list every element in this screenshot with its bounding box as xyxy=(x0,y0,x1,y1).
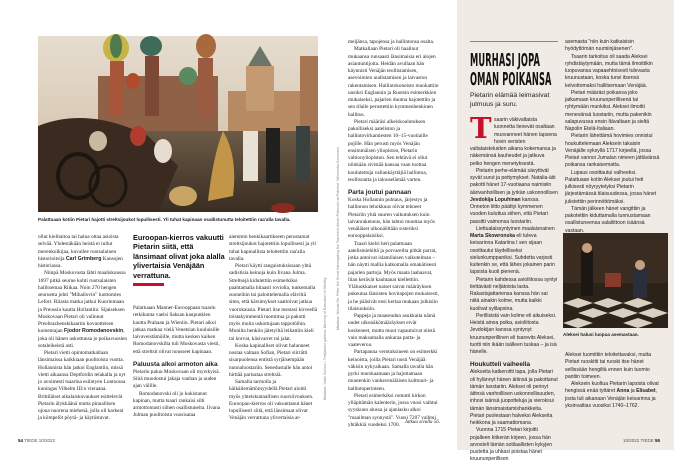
sidebar-column-1 xyxy=(470,111,558,463)
article-column-3 xyxy=(229,234,318,422)
text-run: Tsaari kielsi heti palattuaan aatelismiehiltä ja porvareilta pitkät parrat, jotka antoivat islamilaisen vaikutelman – hän näytti mallia katkomalla omakätisesti pajarien partoja. Myös maata laahaavat, liian kerävät kauhtanat kiellettiin. Yläluokkaiset naiset saivat määräyksen pukeutua länsisten hovitapojen mukaisesti, ja he pääsivät ensi kertaa mukaan julkisiin tilaisuuksiin. xyxy=(348,240,439,312)
text-run: Perillisistä vain kolme eli aikuiseksi. Heistä ainoa poika, avioliitosta Jevdokijan kanssa syntynyt kruununperillinen eli tsarevits Aleksei, tuotti niin ikään isälleen tuskaa – ja isä hänelle. xyxy=(470,312,557,355)
heading-line: MURHASI JOPA xyxy=(470,50,541,71)
text-run: Pietari määräsi alkeiskoulutuksen pakolliseksi aateliston ja hallintovirkamiesten 10–15-vuotiaille pojille. Hän perusti myös Venäjän ensimmäisen yliopiston, Pietarin valtionyliopiston. Sen tehtävä ei ollut niinkään sivistää kansaa vaan tuottaa koulutettuja vallankäyttäjiä hallintoa, teollisuutta ja talouselämää varten. xyxy=(348,118,428,183)
paragraph xyxy=(470,277,558,313)
paragraph xyxy=(348,313,440,349)
paragraph xyxy=(565,352,660,381)
magazine-issue: 10/2022 TIEDE xyxy=(623,438,654,443)
text-run: , josta tuli aikanaan Venäjän keisarinna ja yksinvaltias vuosiksi 1740–1762. xyxy=(565,388,658,409)
text-run: Pappeja ja maaseudun asukkaita nämä uudet ulkonäkömääräykset eivät koskeneet, mutta muut vapautuivat niistä vain maksamalla ankaraa parta- ja vaateveroa. xyxy=(348,313,436,348)
text-run: Koska Hollannin puhtaus, järjestys ja hallinnon tehokkuus olivat tehneet Pietariin yhtä suuren vaikutuksen kuin laivanrakennus, hän tahtoi muuttaa myös venäläiset ulkonäöltään sisteriksi eurooppalaisiksi. xyxy=(348,197,435,240)
text-run: eli tuleva keisarinna Katariina I sen sijaan osoittautui täydelliseksi sielunkumppaniksi. Suhdetta varjosti kuitenkin se, että lähes jokainen parin lapsista kuoli pienenä. xyxy=(470,233,555,276)
text-run: Aleksei tuomittiin teloitettavaksi, mutta Pietari ruoskitti tai ruoski itse hänet sellissään hengiltä ennen kuin tuomio pantiin toimeen. xyxy=(565,352,652,380)
text-run: , joka oli hänen uskottunsa jo poikavuosien sotaleikeistä asti. xyxy=(38,328,128,349)
text-run: kanssa. Onneton liitto päättyi kymmenen vuoden kuluttua siihen, että Pietari passitti vaimonsa luostariin. xyxy=(470,196,548,225)
paragraph xyxy=(470,226,558,277)
sidebar-column-2 xyxy=(565,39,660,234)
text-run: Vuonna 1715 Pietari kirjoitti pojalleen kitkerän kirjeen, jossa hän arvosteli tämän sotilaallisten kykyjen puutetta ja uhkasi poistaa hänet kruununperillisen xyxy=(470,427,553,463)
pull-quote-accent-bar xyxy=(133,283,164,286)
section-subheading: Paluusta alkoi armoton aika xyxy=(133,360,218,368)
heading-line: OMAN POIKANSA xyxy=(470,69,552,90)
paragraph xyxy=(38,350,127,423)
text-run: Matkallaan Pietari oli haalinut mukaansa runsaasti länsimaisia eri alojen asiantuntijoita. Heidän avullaan hän käynnisti Venäjän teollistamisen, asevoimien uudistamisen ja laivaston rakentamisen. Hallintokoneisto muokattiin uusiksi Englannin ja Ruotsin esimerkkien mukaiseksi, pajarien duuma hajotettiin ja sen tilalle perustettiin kymmenhenkinen hallitus. xyxy=(348,46,439,118)
paragraph xyxy=(133,369,222,391)
text-run: Palattuaan Manner-Eurooppaan tsaarin retkikunta vaelsi Saksan kaupunkien kautta Prahaan ja Wieniin. Pietari aikoi jatkaa matkaa vielä Venetsian kuuluisille laivaveistämöille, mutta kesken kaiken Romodanovskilta tuli Moskovasta viesti, että streltsit olivat nousseet kapinaan. xyxy=(133,305,220,355)
sidebar-heading xyxy=(470,51,552,89)
paragraph xyxy=(133,305,222,356)
text-run: asemasta "niin kuin katkaisisin hyödyttömän ruumiinjäsenen". xyxy=(565,39,634,53)
magazine-issue: TIEDE 10/2022 xyxy=(24,438,55,443)
paragraph xyxy=(38,270,127,350)
paragraph xyxy=(565,381,660,410)
text-run: Pietari esimerkiksi romutti kirkon ylläpitämän kalenterin, jossa vuosi vaihtui syyskuun alussa ja ajanlasku alkoi "maailman synnystä". Vuosi 7207 vaihtui yhtäkkiä vuodeksi 1700. xyxy=(348,392,438,428)
paragraph xyxy=(565,39,660,54)
paragraph xyxy=(470,313,558,357)
continued-note: Jatkuu sivulla 56. xyxy=(404,420,440,425)
bold-name: Elisabet xyxy=(636,388,656,395)
paragraph xyxy=(229,263,318,343)
text-run: Pietari vietti opintomatkallaan länsimaissa kaikkiaan puolitoista vuotta. Hollannista hän jatkoi Englantiin, missä vietti aikaansa Deptfordin telakalla ja nyt jo avoimesti tsaarina esiintyen Lontoossa kuningas Vilhelm III:n vieraana. Brittiläiset aikalaiskuvaukset esittelevät Pietarin älykkäänä mutta pinnallisen ujona nuorena miehenä, jolla oli karkeat ja kömpelöt pöytä- ja käytöstavat. xyxy=(38,350,126,422)
paragraph xyxy=(348,197,440,241)
text-run: ollut kielitaitoa tai halua ottaa asioista selvää. Yhdestäkään heistä ei tullut merenkulkijaa, kuvailee ruotsalainen historioitsija xyxy=(38,234,119,262)
paragraph xyxy=(348,46,440,119)
text-run: Pietarin perhe-elämää sävyttivät syvät surut ja pettymykset. Natalia-äiti pakotti hänet 17-vuotiaana naimisiin äärivanhoillisen ja jyrkän uskonnollisen xyxy=(470,167,558,196)
photo-credit: Maalaus: Nikolai Ge: Peter the Great Interrogating the Tsarevich Alexei Petrovich at Peterhof. Wikimedia Commons xyxy=(336,146,340,330)
text-run: Pietarin paluu Moskovaan oli myrskyisä. Siitä muodostui jakaja vanhan ja uuden ajan välille. xyxy=(133,368,220,390)
paragraph xyxy=(348,349,440,393)
drop-cap: T xyxy=(470,111,492,145)
pull-quote: Euroopan-kierros vakuutti Pietarin siitä, että länsimaat olivat joka alalla ylivertaisia Venäjään verrattuna. xyxy=(133,233,225,280)
text-run: Pietari määräsi poikansa joko jatkamaan kruununperillisenä tai ryhtymään munkiksi. Aleksei ilmoitti menevänsä luostariin, mutta pakenikin salapuvussa ensin Itävaltaan ja sieltä Napolin Etelä-Italiaan. xyxy=(565,89,652,132)
page-number: 55 xyxy=(654,438,660,443)
paragraph xyxy=(348,241,440,314)
text-run: Aleksein kuoltua Pietarin lapsista olivat hengissä enää tyttäret xyxy=(565,381,659,395)
bold-name: Jevdokija Lopuhinan xyxy=(470,196,521,203)
photo-caption: Palattuaan kotiin Pietari hajotti streltsijoukot lopullisesti. Yli tuhat kapinaan osallistunutta teloitettiin raa'alla tavalla. xyxy=(38,217,291,222)
paragraph xyxy=(229,379,318,423)
page-number: 54 xyxy=(18,438,24,443)
sidebar-deck: Pietarin elämää leimasivat julmuus ja suru. xyxy=(470,92,550,108)
text-run: meijänsa, tapojensa ja hallintonsa osalta. xyxy=(348,39,435,45)
paragraph xyxy=(133,391,222,420)
bold-name: Marta Skowronska xyxy=(470,233,516,239)
page-footer-right xyxy=(623,438,660,443)
text-run: Romodanovski oli jo kukistanut kapinan, mutta tsaari rankaisi silti armottomasti siihen osallistuneita. Iivana Julman puolitoista vuosisataa xyxy=(133,390,221,419)
painting-peter-interrogating-alexei xyxy=(563,233,668,328)
paragraph xyxy=(565,90,660,134)
paragraph xyxy=(565,54,660,90)
text-run: Pietari käytti rangaistuksissaan yhtä sadistisia keinoja kuin Iivana Julma. Streltsejä kidutettiin esimerkiksi paahtamalla hitaasti roviolla, tunkemalla suoneihin tai paloittelemalla eläviltä siten, että kärsimykset saattoivat jatkua vuorokausia. Pietari itse mestasi kirveellä toistakymmentä tuomittua ja pakotti myös muita uskottujaan tappotöihin. Monilta henkiin jätetyiltä leikattiin kieli tai korvat, käsivarret tai jalat. xyxy=(229,263,318,342)
paragraph xyxy=(229,234,318,263)
section-subheading: Parta joutui pannaan xyxy=(348,189,412,196)
page-footer-left xyxy=(18,438,55,443)
paragraph xyxy=(470,369,558,427)
photo-caption: Aleksei halusi luopua asemastaan. xyxy=(563,332,639,337)
article-column-2 xyxy=(133,305,222,419)
paragraph xyxy=(565,206,660,235)
painting-execution-of-streltsy xyxy=(38,36,318,212)
paragraph xyxy=(229,343,318,379)
paragraph xyxy=(38,234,127,270)
paragraph xyxy=(470,427,558,463)
bold-name: Fjodor Romodanovskin xyxy=(64,328,124,335)
paragraph xyxy=(470,168,558,226)
text-run: Samalla tarmolla ja häikäilemättömyydellä Pietari aloitti myös yhteiskunnallisen suursiivouksen. Euroopan-kierros oli vakuuttanut hänet lopullisesti siitä, että länsimaat olivat Venäjän verrattuna ylivertaisia ar- xyxy=(229,379,314,422)
text-run: Tämän jälkeen hänet vangittiin ja pakotettiin kiduttamalla tunnustamaan osallistuneensa salaliittoon isäänsä vastaan. xyxy=(565,205,651,234)
text-run: aiemmin henkikaartikseen perustamat streltsijoukot hajotettiin lopullisesti ja yli tuhat kapinallista teloitettiin raa'alla tavalla. xyxy=(229,234,317,262)
sidebar-column-3 xyxy=(565,352,660,422)
article-column-1 xyxy=(38,234,128,422)
text-run: Kansojen historiassa. xyxy=(38,255,123,269)
paragraph xyxy=(348,119,440,184)
drop-cap-spacer xyxy=(470,111,494,145)
bold-name: Anna xyxy=(616,388,630,395)
text-run: ja xyxy=(629,388,637,395)
text-run: Tsaarin tarkoitus oli saada Aleksei ryhdistäytymään, mutta tämä ilmoittikin luopuvansa vapaaehtoisesti tulevasta kruunustaan, koska tunsi itsensä kelvottomaksi hallitsemaan Venäjää. xyxy=(565,53,653,89)
text-run: Partapanna verotuksineen on esimerkki keinoista, joilla Pietari nosti Venäjää väkisin nykyaikaan. Samalla tavalla hän pyrki murskaamaan ja hajottamaan muutenkin vanhavenäläisen kulttuuri- ja hallintoperinteen. xyxy=(348,349,438,392)
text-run: Pietarin lähettämä hovimies onnistui houkuttelemaan Aleksein takaisin Venäjälle syksyllä 1717 kirjeellä, jossa Pietari vannoi Jumalan nimeen jättävänsä poikansa rankaisematta. xyxy=(565,133,660,169)
text-run: Alekseita katkeroitti tapa, jolla Pietari oli hylännyt hänen äitinsä ja pakottanut tämän luostariin. Aleksei oli perinyt äitinsä vanhoillisen uskonnollisuuden, inhosi isänsä juopotteluja ja vieroksui tämän länsimaistamishankkeita. Pietari puolestaan halveksi Alekseita heikkona ja saamattomana. xyxy=(470,369,558,426)
heading-rule xyxy=(470,41,558,42)
text-run: Lupaus osoittautui valheeksi. Palattuaan kotiin Aleksei joutui heti julkisesti nöyryytetyksi Pietarin järjestämässä tilaisuudessa, jossa hänet julistettiin perinnöttömäksi. xyxy=(565,169,657,205)
photo-credit: Maalaus: Vasili Surikov / Tretjakovin galleria: Morning of Execution of Streltsy xyxy=(323,277,327,400)
paragraph xyxy=(565,133,660,169)
text-run: saarin väkivaltaista luonnetta lienevät osaltaan muovanneet hänen lapsena hovin veristen valtataisteluiden aikana kokemansa ja näkemänsä kauheudet ja jatkuva pelko hengen menetyksestä. xyxy=(470,117,557,167)
paragraph xyxy=(348,39,440,46)
paragraph xyxy=(470,111,558,168)
text-run: Niinpä Moskovasta lähti maaliskuussa 1697 pitkä seurue kohti ruotsalaisten hallitsemaa Riikaa. Noin 270 hengen seuruetta johti "Mihailovin" luottomies Lefort. Riiasta matka jatkui Kuurinmaan ja Preussin kautta Hollantiin. Sijaiseksen Moskovaan Pietari oli valinnut Preobrazhenskikaartin kovaotteisen komentajan xyxy=(38,270,126,335)
text-run: Koska kapinalliset olivat halunneet nostaa valtaan Sofian, Pietari siirrätti sisarpuolensa entistä syrjäisempään nunnaluostariin. Senedustalle hän antoi hirttää parisataa streltsiä. xyxy=(229,342,313,378)
text-run: Liettualaissyntyinen maalaisnainen xyxy=(476,225,555,232)
paragraph xyxy=(565,170,660,206)
section-subheading: Houkutteli vaiheella xyxy=(470,361,531,369)
text-run: Pietarin kahdessa avioliitossa syntyi tiettävästi neljätoista lasta. Rakastajattariensa kanssa hän sai niitä ainakin kolme, mutta kaikki kuolivat sylilapsina. xyxy=(470,276,558,312)
bold-name: Carl Grimberg xyxy=(65,255,102,262)
